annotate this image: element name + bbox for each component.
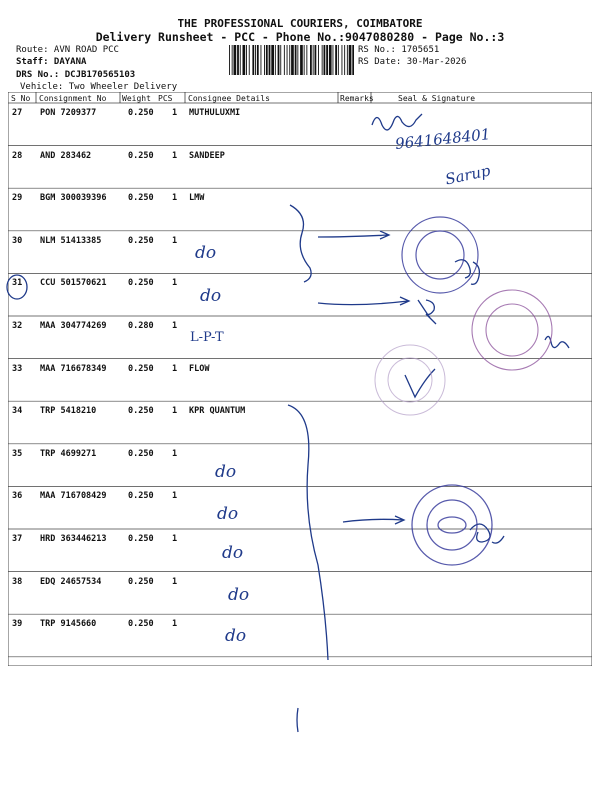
consignment-cell: TRP 4699271: [40, 448, 97, 459]
weight-cell: 0.250: [128, 406, 154, 417]
barcode-bar: [313, 45, 314, 75]
handwritten-ditto-36: do: [217, 504, 239, 524]
barcode-bar: [271, 45, 274, 75]
barcode-bar: [344, 45, 345, 75]
consignment-cell: MAA 304774269: [40, 321, 107, 331]
barcode-bar: [249, 45, 250, 75]
staff-label: Staff: DAYANA: [16, 57, 87, 67]
handwritten-ditto-39: do: [225, 626, 247, 646]
handwritten-ditto-31: do: [200, 286, 222, 306]
col-header-signature: Seal & Signature: [398, 94, 476, 103]
weight-cell: 0.250: [128, 491, 154, 502]
weight-cell: 0.250: [128, 534, 154, 544]
pcs-cell: 1: [172, 235, 178, 246]
barcode-bar: [291, 45, 294, 75]
barcode-bar: [329, 45, 332, 75]
handwritten-ditto-35: do: [215, 462, 237, 482]
pcs-cell: 1: [172, 278, 178, 289]
pcs-cell: 1: [172, 576, 178, 587]
vehicle-label: Vehicle: Two Wheeler Delivery: [20, 82, 178, 92]
weight-cell: 0.250: [128, 576, 154, 587]
sno-cell: 31: [12, 278, 23, 289]
barcode-bar: [234, 45, 237, 75]
consignment-cell: HRD 363446213: [40, 534, 107, 544]
sno-cell: 32: [12, 321, 23, 331]
weight-cell: 0.250: [128, 235, 154, 246]
barcode-bar: [243, 45, 246, 75]
pcs-cell: 1: [172, 491, 178, 502]
consignment-cell: AND 283462: [40, 150, 92, 161]
pcs-cell: 1: [172, 321, 178, 331]
page-title-runsheet: Delivery Runsheet - PCC - Phone No.:9047080280 - Page No.:3: [95, 30, 505, 44]
barcode-bar: [252, 45, 254, 75]
barcode-bar: [255, 45, 256, 75]
rs-date: RS Date: 30-Mar-2026: [358, 57, 467, 67]
handwritten-name: Sarup: [443, 161, 493, 189]
barcode-bar: [237, 45, 239, 75]
barcode-bar: [287, 45, 288, 75]
pcs-cell: 1: [172, 363, 178, 374]
sno-cell: 28: [12, 150, 23, 161]
sno-cell: 37: [12, 534, 23, 544]
consignee-cell: FLOW: [189, 363, 210, 374]
consignment-cell: MAA 716678349: [40, 363, 107, 374]
barcode-bar: [240, 45, 241, 75]
barcode-bar: [278, 45, 280, 75]
weight-cell: 0.250: [128, 619, 154, 630]
barcode-bar: [246, 45, 247, 75]
barcode-bar: [304, 45, 305, 75]
barcode-bar: [322, 45, 323, 75]
barcode-bar: [289, 45, 290, 75]
barcode-bar: [232, 45, 233, 75]
consignment-cell: CCU 501570621: [40, 278, 107, 289]
consignee-cell: SANDEEP: [189, 150, 225, 161]
weight-cell: 0.250: [128, 448, 154, 459]
pcs-cell: 1: [172, 534, 178, 544]
pcs-cell: 1: [172, 448, 178, 459]
sno-cell: 36: [12, 491, 23, 502]
col-header-consignment: Consignment No: [39, 94, 107, 103]
barcode-bar: [342, 45, 343, 75]
col-header-pcs: PCS: [158, 94, 173, 103]
barcode-bar: [229, 45, 230, 75]
sno-cell: 30: [12, 235, 23, 246]
barcode-bar: [269, 45, 271, 75]
pcs-cell: 1: [172, 108, 178, 118]
page-title-company: THE PROFESSIONAL COURIERS, COIMBATORE: [177, 17, 423, 30]
sno-cell: 38: [12, 576, 23, 587]
handwritten-ditto-37: do: [222, 543, 244, 563]
weight-cell: 0.250: [128, 363, 154, 374]
sno-cell: 39: [12, 619, 23, 630]
route-label: Route: AVN ROAD PCC: [16, 45, 119, 55]
consignment-cell: EDQ 24657534: [40, 576, 102, 587]
sno-cell: 35: [12, 448, 23, 459]
col-header-weight: Weight: [122, 94, 151, 103]
handwritten-ditto-38: do: [228, 585, 250, 605]
consignment-cell: NLM 51413385: [40, 235, 102, 246]
barcode-bar: [264, 45, 265, 75]
weight-cell: 0.250: [128, 193, 154, 204]
barcode-bar: [352, 45, 354, 75]
sno-cell: 34: [12, 406, 23, 417]
pcs-cell: 1: [172, 406, 178, 417]
stray-ink-mark: [297, 708, 298, 732]
handwritten-lpt: L-P-T: [190, 330, 224, 345]
barcode-image: [229, 45, 354, 75]
barcode-bar: [306, 45, 307, 75]
barcode-bar: [261, 45, 262, 75]
sno-cell: 27: [12, 108, 23, 118]
barcode-bar: [284, 45, 285, 75]
consignee-cell: MUTHULUXMI: [189, 108, 241, 118]
rs-number: RS No.: 1705651: [358, 45, 440, 55]
barcode-bar: [310, 45, 312, 75]
barcode-bar: [324, 45, 326, 75]
pcs-cell: 1: [172, 619, 178, 630]
weight-cell: 0.280: [128, 321, 154, 331]
barcode-bar: [297, 45, 298, 75]
col-header-remarks: Remarks: [340, 94, 374, 103]
col-header-sno: S No: [11, 94, 31, 103]
weight-cell: 0.250: [128, 278, 154, 289]
barcode-bar: [295, 45, 297, 75]
sno-cell: 29: [12, 193, 23, 204]
consignment-cell: PON 7209377: [40, 108, 97, 118]
barcode-bar: [338, 45, 339, 75]
pcs-cell: 1: [172, 193, 178, 204]
barcode-bar: [335, 45, 337, 75]
weight-cell: 0.250: [128, 150, 154, 161]
barcode-bar: [318, 45, 319, 75]
consignment-cell: TRP 9145660: [40, 619, 97, 630]
consignee-cell: KPR QUANTUM: [189, 406, 246, 417]
weight-cell: 0.250: [128, 108, 154, 118]
barcode-bar: [347, 45, 348, 75]
barcode-bar: [257, 45, 259, 75]
col-header-consignee: Consignee Details: [188, 94, 270, 103]
row-dividers: [8, 103, 592, 657]
barcode-bar: [266, 45, 268, 75]
barcode-bar: [315, 45, 317, 75]
barcode-bar: [280, 45, 281, 75]
barcode-bar: [333, 45, 334, 75]
barcode-bar: [300, 45, 303, 75]
barcode-bar: [349, 45, 352, 75]
consignment-cell: BGM 300039396: [40, 193, 107, 204]
consignment-cell: TRP 5418210: [40, 406, 97, 417]
barcode-bar: [275, 45, 276, 75]
consignee-cell: LMW: [189, 193, 205, 204]
pcs-cell: 1: [172, 150, 178, 161]
barcode-bar: [326, 45, 328, 75]
sno-cell: 33: [12, 363, 23, 374]
consignment-cell: MAA 716708429: [40, 491, 107, 502]
drs-label: DRS No.: DCJB170565103: [16, 70, 136, 80]
handwritten-phone: 9641648401: [394, 125, 492, 153]
handwritten-ditto-30: do: [195, 243, 217, 263]
